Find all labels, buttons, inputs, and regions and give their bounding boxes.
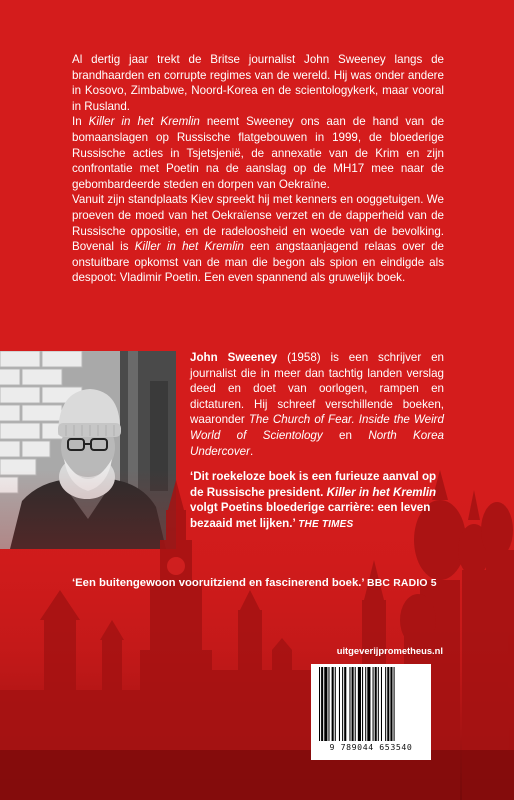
- quote1-text-2: volgt Poetins bloederige carrière: een leven bezaaid met lijken.’: [190, 501, 431, 530]
- barcode-bar: [365, 667, 366, 741]
- barcode-bar: [352, 667, 354, 741]
- blurb-p3-lead: Vanuit zijn standplaats Kiev spreekt hij met kenners en ooggetuigen. We proeven de moed van het Oekraïense verzet en de dapperheid van de Russische oppositie, en de radeloosheid en woede van de bevolking. Bovenal is: [72, 193, 444, 254]
- quote2-text: ‘Een buitengewoon vooruitziend en fascinerend boek.’: [72, 577, 368, 589]
- author-bio: [190, 350, 444, 459]
- blurb-paragraph-3: [72, 192, 444, 286]
- barcode-bar: [390, 667, 392, 741]
- barcode-bar: [387, 667, 389, 741]
- blurb-p1-text: Al dertig jaar trekt de Britse journalist John Sweeney langs de brandhaarden en corrupte regimes van de wereld. Hij was onder andere in Kosovo, Zimbabwe, Noord-Korea en de scientologykerk, maar vooral in Rusland.: [72, 53, 444, 113]
- barcode-bar: [355, 667, 356, 741]
- blurb-p2-rest: neemt Sweeney ons aan de hand van de bomaanslagen op Russische flatgebouwen in 1999, de bloederige Russische acties in Tsjetsjenië, de annexatie van de Krim en zijn confrontatie met Poetin na de aanslag op de MH17 mee naar de gebombardeerde steden en dorpen van Oekraïne.: [72, 115, 445, 191]
- barcode-bar: [378, 667, 379, 741]
- publisher-url: uitgeverijprometheus.nl: [336, 645, 443, 656]
- barcode-bar: [367, 667, 370, 741]
- author-name: John Sweeney: [190, 351, 278, 364]
- barcode-bar: [358, 667, 361, 741]
- bio-text-1: (1958) is een schrijver en journalist die in meer dan tachtig landen verslag deed en doet van oorlogen, rampen en dictaturen. Hij schreef verschillende boeken, waaronder: [190, 351, 444, 427]
- barcode-bar: [324, 667, 327, 741]
- blurb-p3-rest: een angstaanjagend relaas over de onstuitbare opkomst van de man die begon als spion en eindigde als despoot: Vladimir Poetin. Een even spannend als gruwelijk boek.: [72, 240, 444, 285]
- barcode-bar: [394, 667, 395, 741]
- book-title-italic: Killer in het Kremlin: [134, 240, 244, 254]
- barcode-bar: [344, 667, 346, 741]
- barcode-bar: [349, 667, 350, 741]
- review-quote-bbc: [72, 576, 472, 591]
- blurb-p2-lead: In: [72, 115, 89, 129]
- barcode-bar: [362, 667, 363, 741]
- bio-text-2: en: [322, 428, 369, 442]
- barcode-bar: [328, 667, 329, 741]
- barcode-bar: [339, 667, 340, 741]
- barcode-bar: [375, 667, 377, 741]
- barcode-bars: [315, 667, 427, 741]
- review-quote-times: [190, 469, 442, 532]
- barcode-bar: [321, 667, 323, 741]
- quote1-book-title: Killer in het Kremlin: [326, 485, 437, 499]
- barcode-bar: [373, 667, 374, 741]
- book-title-italic: Killer in het Kremlin: [88, 115, 200, 129]
- barcode-bar: [381, 667, 382, 741]
- barcode-bar: [319, 667, 320, 741]
- bio-text-3: .: [249, 444, 254, 458]
- barcode-bar: [342, 667, 343, 741]
- bio-book-title-1: The Church of Fear. Inside the Weird World of Scientology: [190, 413, 444, 442]
- quote1-text-1: ‘Dit roekeloze boek is een furieuze aanval op de Russische president.: [190, 470, 437, 499]
- isbn-number: 9 789044 653540: [329, 742, 413, 752]
- barcode-bar: [332, 667, 334, 741]
- blurb-text: [72, 52, 444, 286]
- bio-book-title-2: North Korea Undercover: [190, 428, 444, 458]
- quote2-source: BBC RADIO 5: [367, 578, 437, 589]
- barcode-bar: [335, 667, 336, 741]
- blurb-paragraph-1: [72, 52, 444, 114]
- isbn-barcode: [311, 664, 431, 760]
- quote1-source: THE TIMES: [298, 518, 354, 530]
- barcode-bar: [385, 667, 386, 741]
- blurb-paragraph-2: [72, 114, 444, 192]
